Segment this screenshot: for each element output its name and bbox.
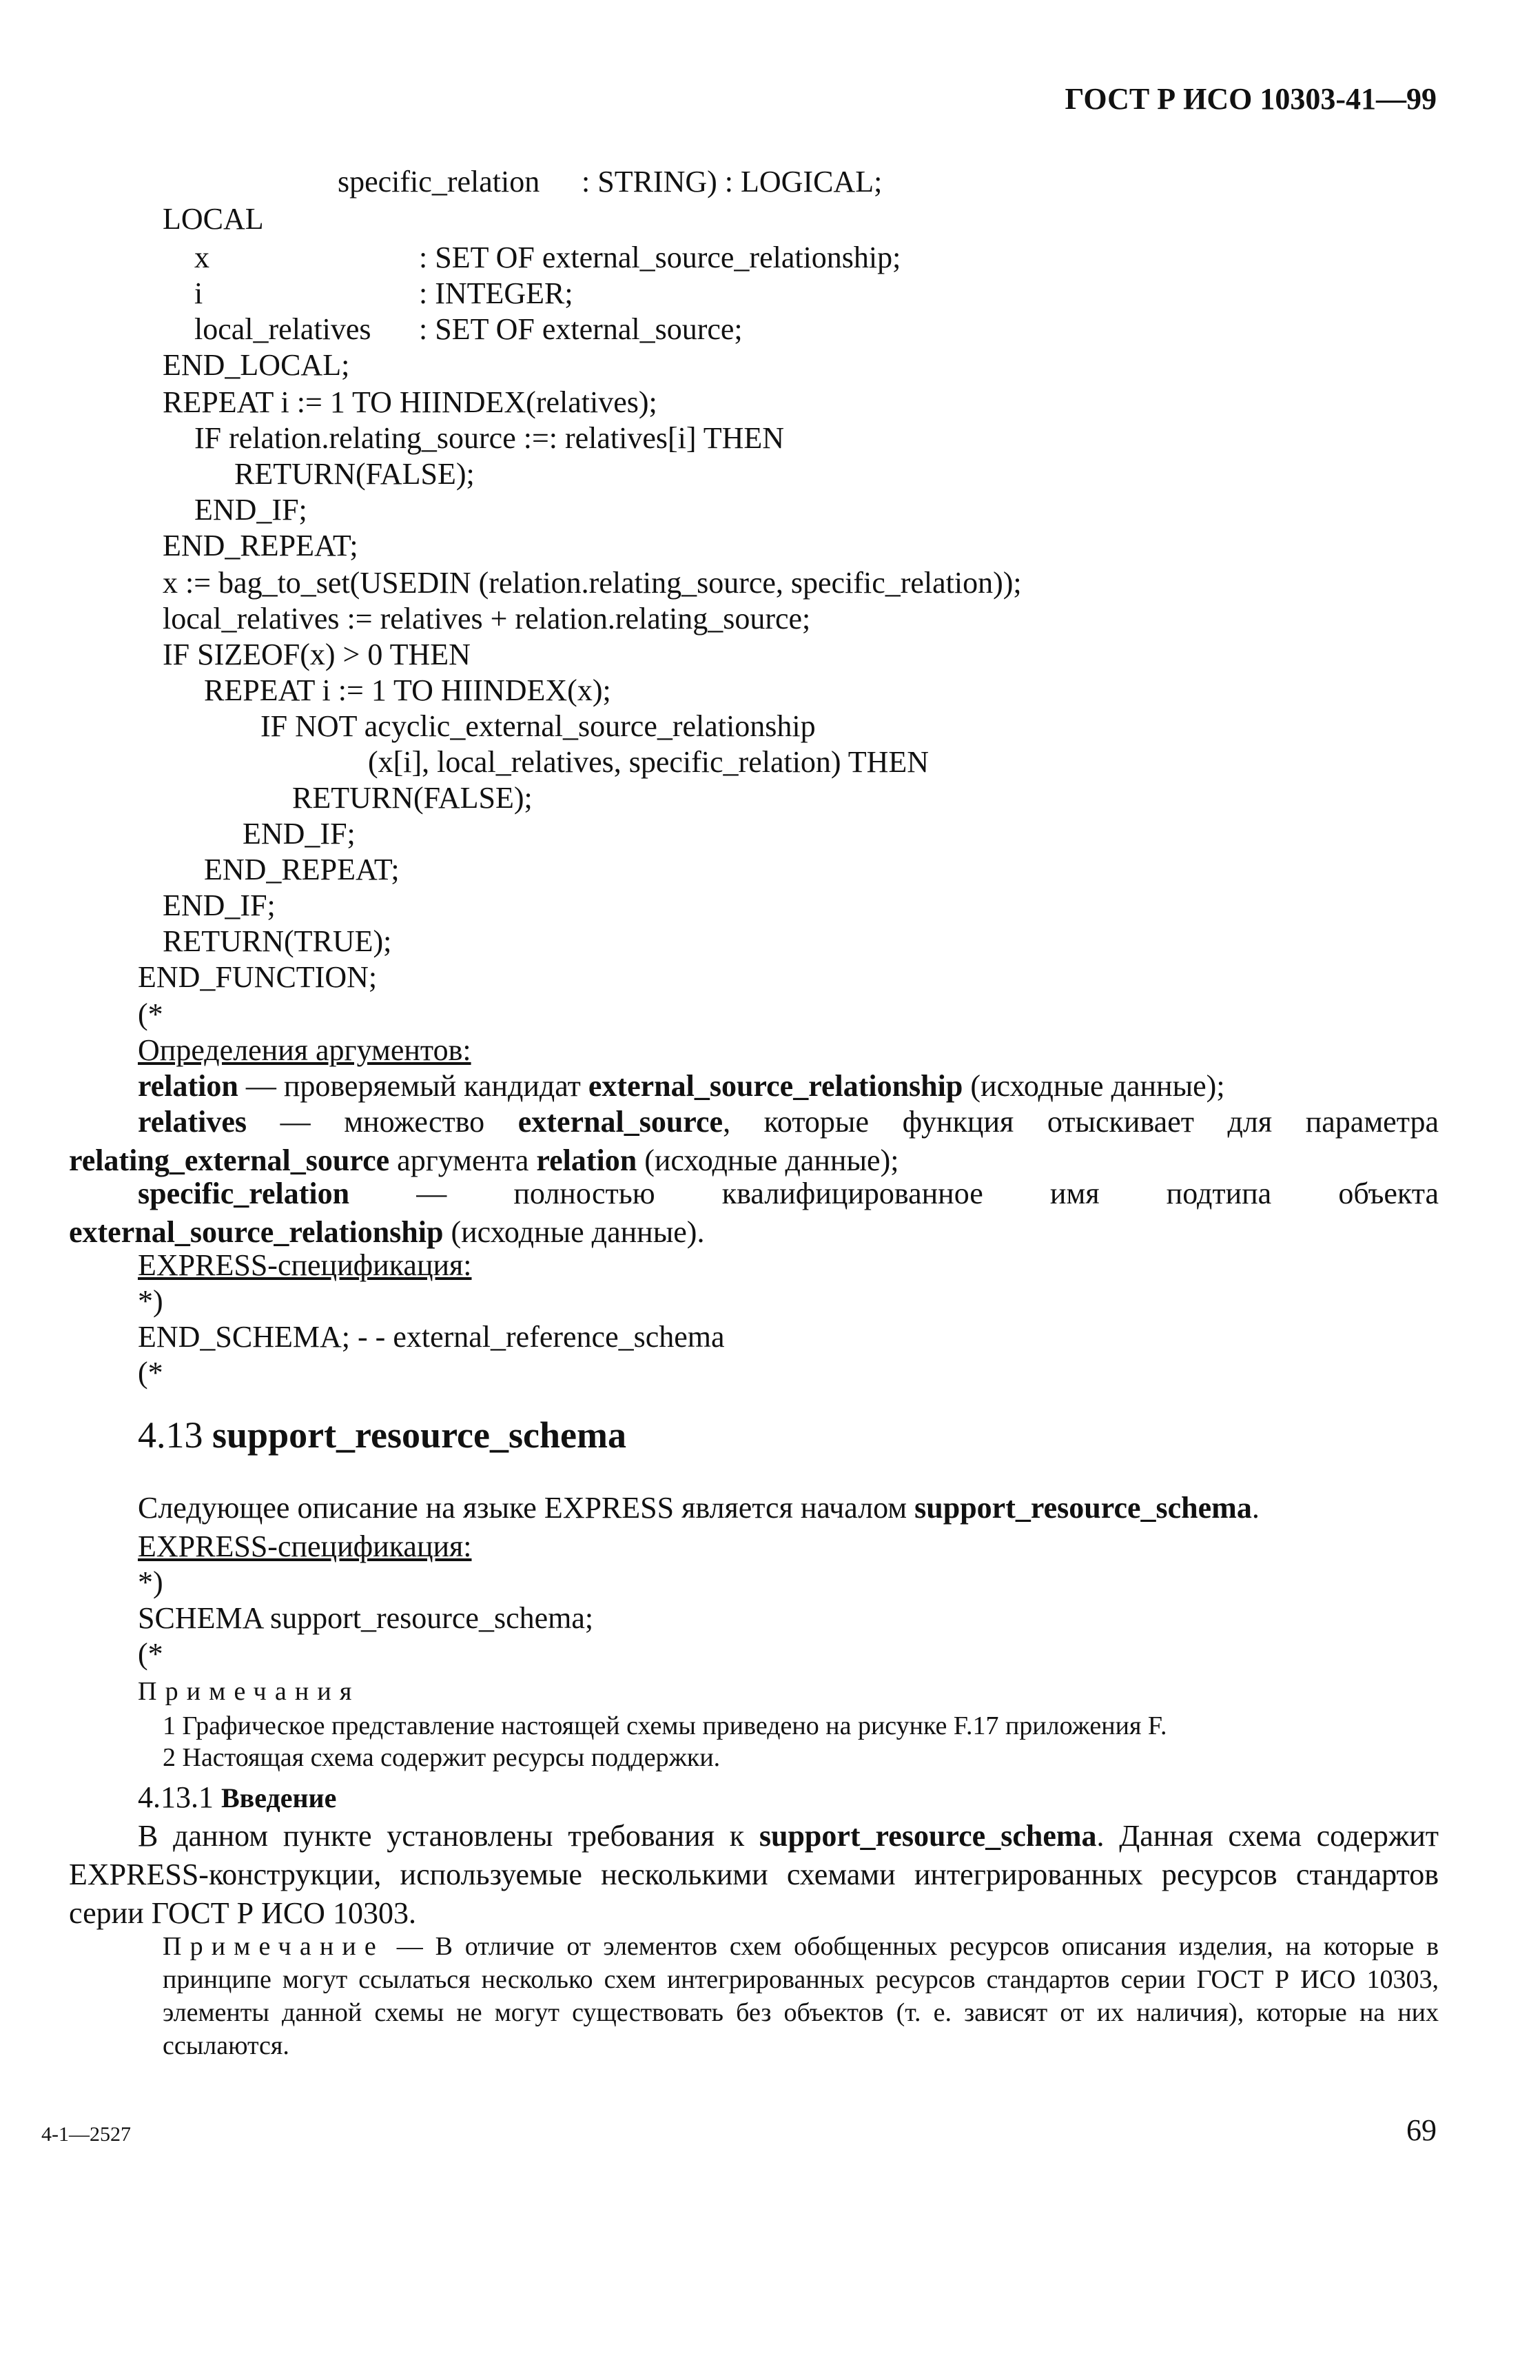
code-line: (x[i], local_relatives, specific_relation) THEN [368,745,930,779]
code-line: IF relation.relating_source :=: relatives[i] THEN [194,421,785,455]
code-line: END_IF; [163,888,276,922]
term: external_source [517,1105,723,1139]
code-line: local_relatives := relatives + relation.relating_source; [163,602,811,635]
code-line: END_REPEAT; [163,529,358,562]
code-line: (* [138,997,163,1031]
arguments-heading: Определения аргументов: [138,1033,471,1067]
text: (исходные данные). [451,1215,705,1249]
note-text: — В отличие от элементов схем обобщенных ресурсов описания изделия, на которые в принципе могут ссылаться несколько схем интегрированных ресурсов стандартов серии ГОСТ Р ИСО 10303, элементы данной схемы не могут существовать без объектов (т. е. зависят от их наличия), которые на них ссылаются. [163,1932,1439,2060]
print-code: 4-1—2527 [41,2123,131,2146]
code-line: REPEAT i := 1 TO HIINDEX(x); [204,673,611,707]
subsection-heading [138,1778,336,1818]
subsection-text [69,1817,1439,1933]
code-line: : SET OF external_source; [419,312,743,346]
text: — множество [247,1105,518,1139]
code-line: specific_relation [338,165,540,199]
code-line: IF SIZEOF(x) > 0 THEN [163,638,471,671]
code-line: LOCAL [163,202,264,236]
express-spec-label: EXPRESS-спецификация: [138,1529,472,1563]
code-line: : SET OF external_source_relationship; [419,241,901,274]
text: . Данная схема содержит EXPRESS-конструкции, используемые несколькими схемами интегрированных ресурсов стандартов серии ГОСТ Р ИСО 10303. [69,1819,1439,1930]
comment-close: *) [138,1284,163,1318]
section-heading [138,1413,626,1457]
code-line: END_IF; [243,817,356,851]
code-line: x [194,241,209,274]
note-1: 1 Графическое представление настоящей схемы приведено на рисунке F.17 приложения F. [163,1711,1167,1740]
section-title: support_resource_schema [212,1414,626,1456]
code-line: : INTEGER; [419,276,573,310]
section-number: 4.13 [138,1414,203,1456]
comment-close: *) [138,1565,163,1599]
text: аргумента [389,1143,537,1177]
argument-specific-relation [69,1174,1439,1252]
argument-relatives [69,1103,1439,1180]
text: (исходные данные); [963,1069,1225,1103]
text: — проверяемый кандидат [238,1069,588,1103]
code-line: REPEAT i := 1 TO HIINDEX(relatives); [163,385,657,419]
code-line: local_relatives [194,312,371,346]
comment-open: (* [138,1356,163,1390]
term: specific_relation [138,1177,350,1210]
comment-open: (* [138,1637,163,1671]
code-line: RETURN(FALSE); [234,457,475,491]
term: support_resource_schema [914,1491,1252,1525]
text: Следующее описание на языке EXPRESS является началом [138,1491,915,1525]
text: (исходные данные); [637,1143,899,1177]
section-intro [138,1489,1447,1527]
term: relation [138,1069,238,1103]
schema-line: SCHEMA support_resource_schema; [138,1601,594,1635]
subsection-title: Введение [221,1782,337,1813]
term: relation [536,1143,637,1177]
term: relatives [138,1105,247,1139]
term: support_resource_schema [759,1819,1097,1853]
term: external_source_relationship [588,1069,963,1103]
code-line: IF NOT acyclic_external_source_relationship [260,709,816,743]
argument-relation [138,1067,1447,1106]
final-note [163,1930,1439,2062]
code-line: i [194,276,203,310]
subsection-number: 4.13.1 [138,1780,214,1814]
document-id-header: ГОСТ Р ИСО 10303-41—99 [1065,82,1437,116]
code-line: x := bag_to_set(USEDIN (relation.relating_source, specific_relation)); [163,566,1022,600]
end-schema-line: END_SCHEMA; - - external_reference_schema [138,1320,725,1354]
text: . [1251,1491,1260,1525]
text: , которые функция отыскивает для параметра [723,1105,1439,1139]
code-line: END_REPEAT; [204,853,400,886]
notes-heading: Примечания [138,1677,360,1706]
term: relating_external_source [69,1143,390,1177]
text: В данном пункте установлены требования к [138,1819,759,1853]
page-number: 69 [1406,2113,1437,2147]
note-2: 2 Настоящая схема содержит ресурсы поддержки. [163,1743,721,1772]
code-line: : STRING) : LOGICAL; [582,165,883,199]
code-line: END_LOCAL; [163,348,350,382]
text: — полностью квалифицированное имя подтипа объекта [349,1177,1439,1210]
note-label: Примечание [163,1932,384,1961]
code-line: RETURN(FALSE); [292,781,533,815]
code-line: END_IF; [194,493,307,527]
express-spec-label: EXPRESS-спецификация: [138,1248,472,1282]
code-line: RETURN(TRUE); [163,924,392,958]
code-line: END_FUNCTION; [138,960,378,994]
term: external_source_relationship [69,1215,444,1249]
